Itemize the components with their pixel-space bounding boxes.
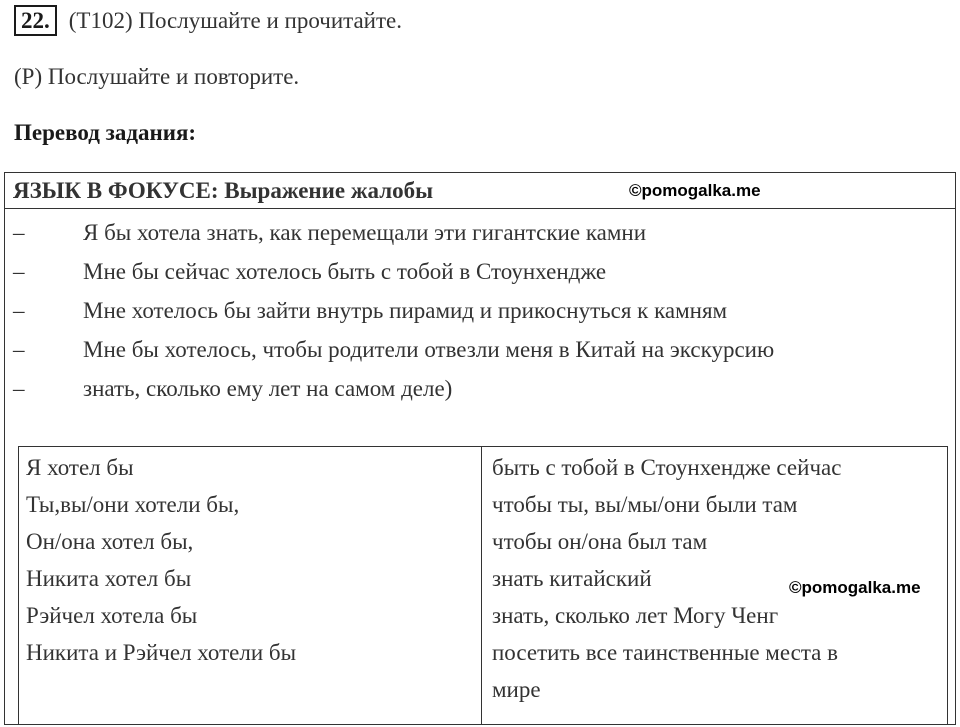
phrase-text: Я бы хотела знать, как перемещали эти гигантские камни [83, 220, 647, 245]
phrase-text: Мне хотелось бы зайти внутрь пирамид и прикоснуться к камням [83, 298, 728, 323]
box-title-text: ЯЗЫК В ФОКУСЕ: Выражение жалобы [13, 178, 434, 203]
phrase-text: знать, сколько ему лет на самом деле) [83, 376, 453, 401]
table-cell: чтобы ты, вы/мы/они были там [492, 492, 798, 517]
table-cell: мире [492, 677, 541, 702]
table-cell: Рэйчел хотела бы [26, 603, 198, 628]
table-cell: знать, сколько лет Могу Ченг [492, 603, 779, 628]
table-cell: знать китайский [492, 566, 652, 591]
table-cell: Никита хотел бы [26, 566, 192, 591]
dash-marker: – [13, 220, 25, 245]
table-cell: Никита и Рэйчел хотели бы [26, 640, 297, 665]
task-instruction-listen-read: (T102) Послушайте и прочитайте. [68, 8, 402, 33]
box-title [5, 173, 955, 209]
task-number: 22. [14, 5, 57, 36]
table-cell: Я хотел бы [26, 455, 134, 480]
table-cell: Он/она хотел бы, [26, 529, 194, 554]
dash-marker: – [13, 298, 25, 323]
task-line-1 [14, 5, 402, 36]
translation-heading: Перевод задания: [14, 120, 197, 145]
table-cell: Ты,вы/они хотели бы, [26, 492, 240, 517]
watermark-bottom: ©pomogalka.me [789, 578, 921, 597]
language-focus-box [4, 172, 956, 725]
table-cell: чтобы он/она был там [492, 529, 708, 554]
dash-marker: – [13, 259, 25, 284]
table-cell: быть с тобой в Стоунхендже сейчас [492, 455, 842, 480]
phrase-text: Мне бы сейчас хотелось быть с тобой в Стоунхендже [83, 259, 607, 284]
dash-marker: – [13, 376, 25, 401]
table-cell: посетить все таинственные места в [492, 640, 838, 665]
table-column-left [19, 447, 482, 725]
task-instruction-listen-repeat: (P) Послушайте и повторите. [14, 64, 300, 89]
dash-marker: – [13, 337, 25, 362]
phrase-text: Мне бы хотелось, чтобы родители отвезли меня в Китай на экскурсию [83, 337, 775, 362]
watermark-top: ©pomogalka.me [629, 181, 761, 200]
